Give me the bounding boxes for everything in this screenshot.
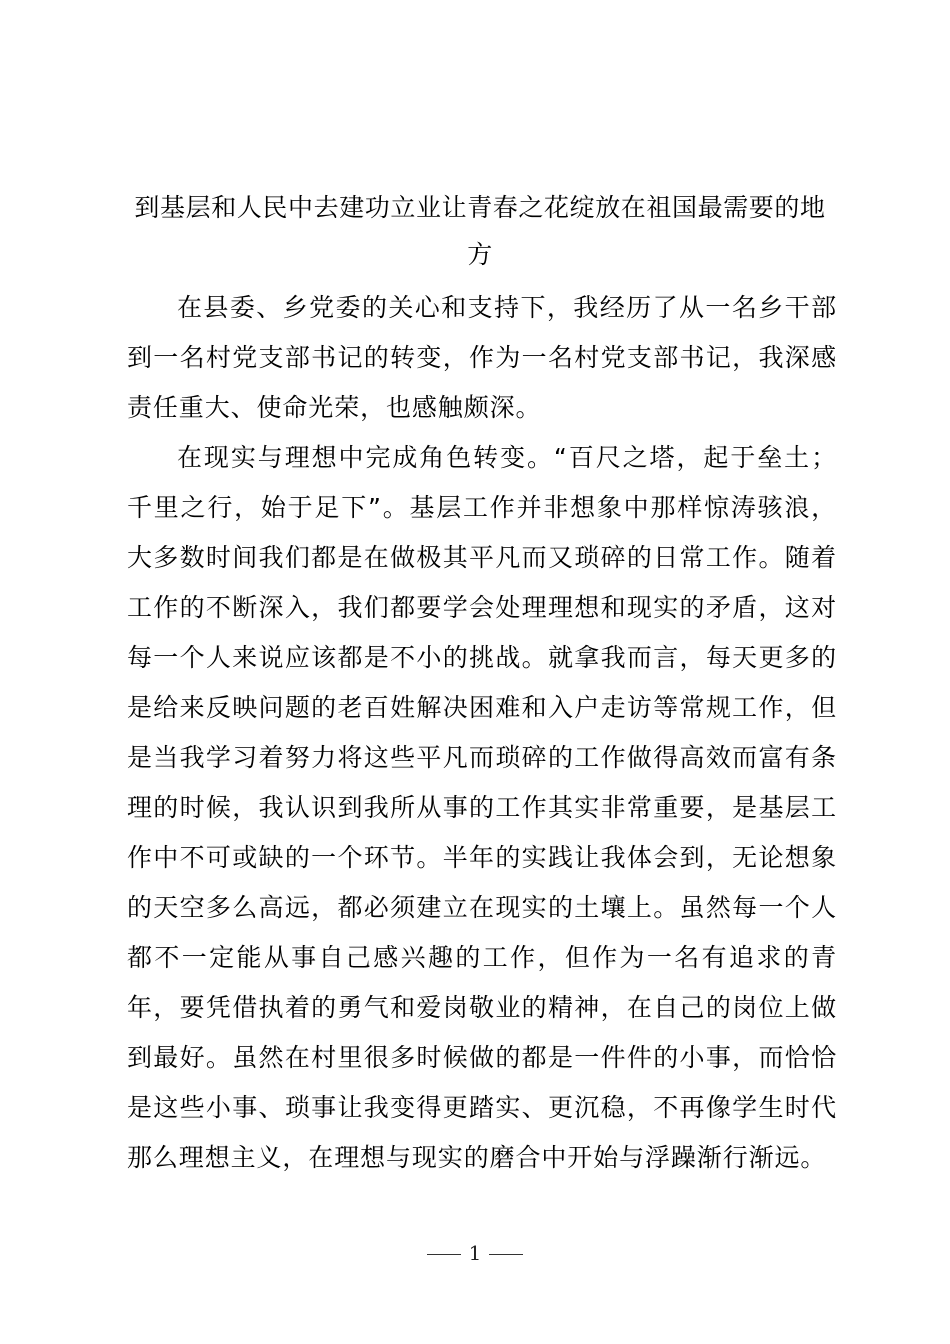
page-number: 1: [468, 1241, 482, 1265]
page-footer: [0, 1238, 950, 1268]
footer-left-dash: [427, 1254, 461, 1255]
document-title: 到基层和人民中去建功立业让青春之花绽放在祖国最需要的地方: [134, 193, 826, 269]
paragraph-role-transition: 在现实与理想中完成角色转变。“百尺之塔，起于垒土；千里之行，始于足下”。基层工作并非想象中那样惊涛骇浪，大多数时间我们都是在做极其平凡而又琐碎的日常工作。随着工作的不断深入，我们都要学会处理理想和现实的矛盾，这对每一个人来说应该都是不小的挑战。就拿我而言，每天更多的是给来反映问题的老百姓解决困难和入户走访等常规工作，但是当我学习着努力将这些平凡而琐碎的工作做得高效而富有条理的时候，我认识到我所从事的工作其实非常重要，是基层工作中不可或缺的一个环节。半年的实践让我体会到，无论想象的天空多么高远，都必须建立在现实的土壤上。虽然每一个人都不一定能从事自己感兴趣的工作，但作为一名有追求的青年，要凭借执着的勇气和爱岗敬业的精神，在自己的岗位上做到最好。虽然在村里很多时候做的都是一件件的小事，而恰恰是这些小事、琐事让我变得更踏实、更沉稳，不再像学生时代那么理想主义，在理想与现实的磨合中开始与浮躁渐行渐远。: [127, 443, 837, 1172]
document-body: [127, 283, 837, 1183]
footer-right-dash: [489, 1254, 523, 1255]
paragraph-intro: 在县委、乡党委的关心和支持下，我经历了从一名乡干部到一名村党支部书记的转变，作为一名村党支部书记，我深感责任重大、使命光荣，也感触颇深。: [127, 293, 837, 422]
